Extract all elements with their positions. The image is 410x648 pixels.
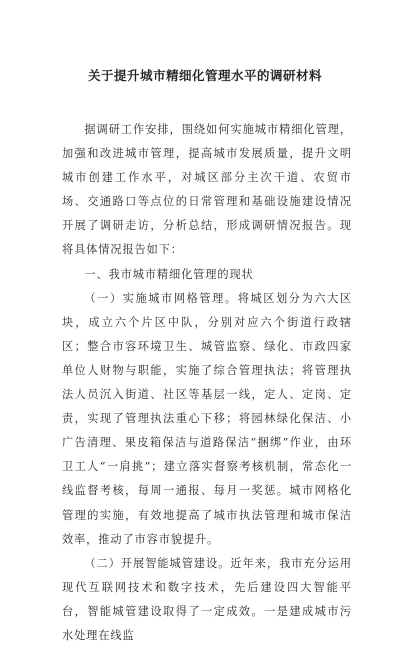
subsection-paragraph-1: （一）实施城市网格管理。将城区划分为六大区块，成立六个片区中队，分别对应六个街道行政辖区；整合市容环境卫生、城管监察、绿化、市政四家单位人财物与职能，实施了综合管理执法；将管理执法人员沉入街道、社区等基层一线，定人、定岗、定责，实现了管理执法重心下移；将园林绿化保洁、小广告清理、果皮箱保洁与道路保洁“捆绑”作业，由环卫工人“一肩挑”；建立落实督察考核机制，常态化一线监督考核，每周一通报、每月一奖惩。城市网格化管理的实施，有效地提高了城市执法管理和城市保洁效率，推动了市容市貌提升。 [62,291,352,546]
document-body [62,118,352,648]
subsection-paragraph-2: （二）开展智能城管建设。近年来，我市充分运用现代互联网技术和数字技术，先后建设四大智能平台，智能城管建设取得了一定成效。一是建成城市污水处理在线监 [62,556,352,642]
section-heading: 一、我市城市精细化管理的现状 [84,267,254,281]
document-title: 关于提升城市精细化管理水平的调研材料 [87,68,322,83]
intro-paragraph: 据调研工作安排，围绕如何实施城市精细化管理，加强和改进城市管理，提高城市发展质量，提升文明城市创建工作水平，对城区部分主次干道、农贸市场、交通路口等点位的日常管理和基础设施建设情况开展了调研走访，分析总结，形成调研情况报告。现将具体情况报告如下： [62,123,352,257]
